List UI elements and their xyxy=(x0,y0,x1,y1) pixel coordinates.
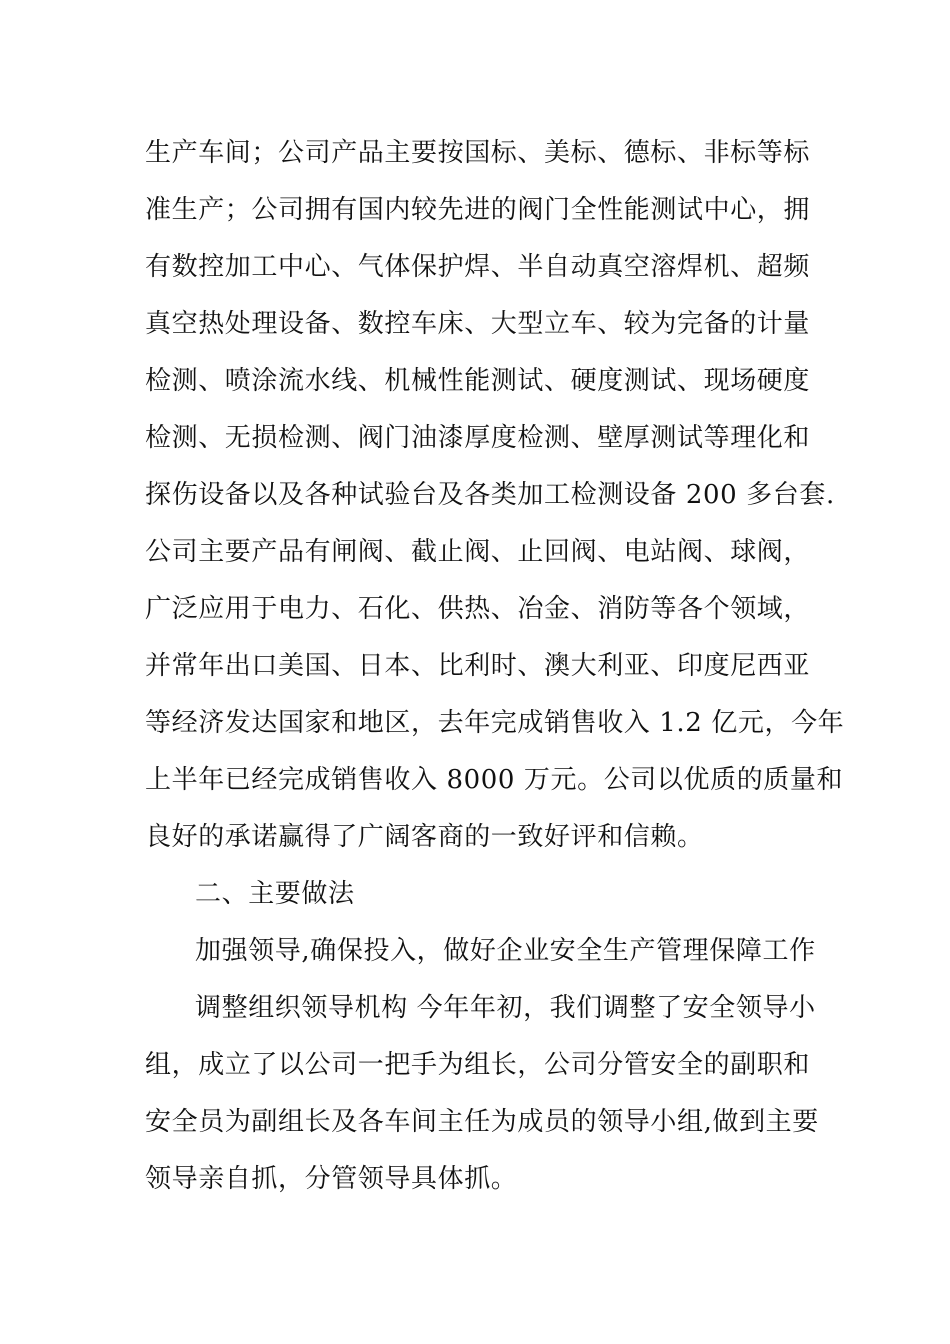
subheading: 加强领导,确保投入，做好企业安全生产管理保障工作 xyxy=(195,936,816,966)
section-heading: 二、主要做法 xyxy=(195,879,355,909)
body-text-line: 检测、喷涂流水线、机械性能测试、硬度测试、现场硬度 xyxy=(145,366,811,396)
body-text-line: 领导亲自抓，分管领导具体抓。 xyxy=(145,1164,518,1194)
body-text-line: 探伤设备以及各种试验台及各类加工检测设备 200 多台套. xyxy=(145,480,835,510)
body-text-line: 公司主要产品有闸阀、截止阀、止回阀、电站阀、球阀， xyxy=(145,537,811,567)
body-text-line: 组，成立了以公司一把手为组长，公司分管安全的副职和 xyxy=(145,1050,811,1080)
body-text-line: 广泛应用于电力、石化、供热、冶金、消防等各个领域， xyxy=(145,594,811,624)
body-text-line: 生产车间；公司产品主要按国标、美标、德标、非标等标 xyxy=(145,138,811,168)
body-text-line: 真空热处理设备、数控车床、大型立车、较为完备的计量 xyxy=(145,309,811,339)
body-text-line: 等经济发达国家和地区，去年完成销售收入 1.2 亿元，今年 xyxy=(145,708,845,738)
body-text-line: 有数控加工中心、气体保护焊、半自动真空溶焊机、超频 xyxy=(145,252,811,282)
body-text-line: 上半年已经完成销售收入 8000 万元。公司以优质的质量和 xyxy=(145,765,844,795)
body-text-line: 准生产；公司拥有国内较先进的阀门全性能测试中心，拥 xyxy=(145,195,811,225)
body-text-line: 并常年出口美国、日本、比利时、澳大利亚、印度尼西亚 xyxy=(145,651,811,681)
body-text-line: 检测、无损检测、阀门油漆厚度检测、壁厚测试等理化和 xyxy=(145,423,811,453)
body-text-line: 良好的承诺赢得了广阔客商的一致好评和信赖。 xyxy=(145,822,704,852)
body-text-line: 调整组织领导机构 今年年初，我们调整了安全领导小 xyxy=(195,993,816,1023)
body-text-line: 安全员为副组长及各车间主任为成员的领导小组,做到主要 xyxy=(145,1107,819,1137)
